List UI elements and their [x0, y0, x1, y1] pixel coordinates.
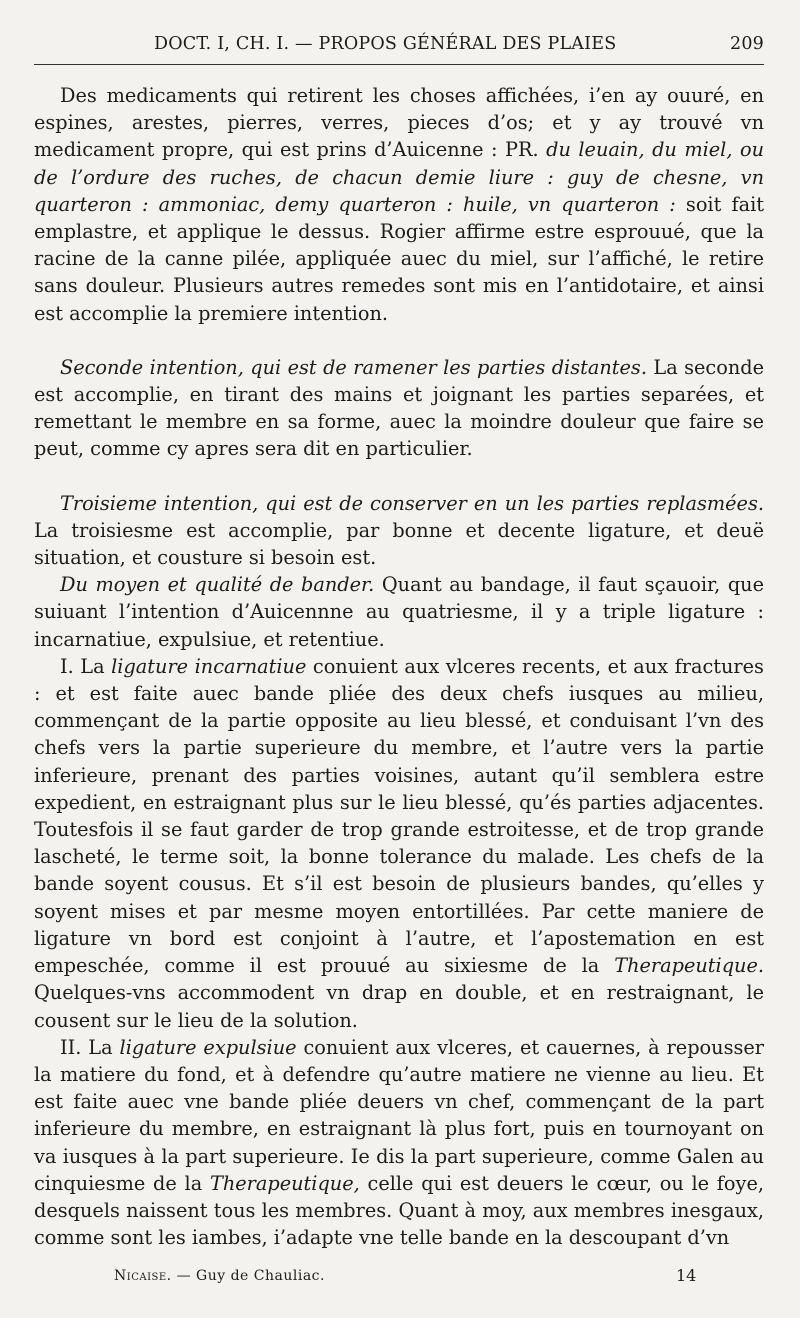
text: La seconde est accomplie, en tirant des mains et joignant les parties separées, et remettant le membre en sa forme, auec la moindre douleur que faire se peut, comme cy apres sera dit en particulier. — [34, 355, 764, 461]
title-italic: Therapeutique, — [209, 1171, 360, 1195]
text: celle qui est deuers le cœur, ou le foye, desquels naissent tous les membres. Quant à moy, aux membres inesgaux, comme sont les iambes, i’adapte vne telle bande en la descoupant d’vn — [34, 1171, 764, 1250]
text: conuient aux vlceres recents, et aux fractures : et est faite auec bande pliée des deux chefs iusques au milieu, commençant de la partie opposite au lieu blessé, et conduisant l’vn des chefs vers la partie superieure du membre, et l’autre vers la partie inferieure, prenant des parties voisines, autant qu’il semblera estre expedient, en estraignant plus sur le lieu blessé, qu’és parties adjacentes. Toutesfois il se faut garder de trop grande estroitesse, et de trop grande lascheté, le terme soit, la bonne tolerance du malade. Les chefs de la bande soyent cousus. Et s’il est besoin de plusieurs bandes, qu’elles y soyent mises et par mesme moyen entortillées. Par cette maniere de ligature vn bord est conjoint à l’autre, et l’apostemation en est empeschée, comme il est prouué au sixiesme de la — [34, 654, 764, 978]
paragraph-bandaging — [34, 571, 764, 653]
text: Quelques-vns accommodent vn drap en double, et en restraignant, le cousent sur le lieu de la solution. — [34, 981, 764, 1032]
section-heading-italic: Du moyen et qualité de bander. — [60, 573, 375, 597]
paragraph-second-intention — [34, 354, 764, 463]
signature-name: Nicaise. — [114, 1268, 172, 1284]
paragraph-third-intention — [34, 490, 764, 572]
recipe-italic: du leuain, du miel, ou de l’ordure des ruches, de chacun demie liure : guy de chesne, vn quarteron : ammoniac, demy quarteron : huile, vn quarteron : — [34, 138, 764, 216]
running-header — [34, 30, 764, 60]
running-title: DOCT. I, CH. I. — PROPOS GÉNÉRAL DES PLAIES — [154, 34, 617, 54]
text: La troisiesme est accomplie, par bonne et decente ligature, et deuë situation, et cousture si besoin est. — [34, 518, 764, 570]
text: soit fait emplastre, et applique le dessus. Rogier affirme estre esprouué, que la racine de la canne pilée, appliquée auec du miel, sur l’affiché, le retire sans douleur. Plusieurs autres remedes sont mis en l’antidotaire, et ainsi est accomplie la premiere intention. — [34, 192, 765, 325]
signature-rest: — Guy de Chauliac. — [176, 1268, 325, 1284]
section-heading-italic: Troisieme intention, qui est de conserver en un les parties replasmées. — [60, 491, 764, 515]
text: II. La — [60, 1035, 113, 1059]
signature-line — [114, 1268, 325, 1284]
text: Quant au bandage, il faut sçauoir, que suiuant l’intention d’Auicennne au quatriesme, il y a triple ligature : incarnatiue, expulsiue, et retentiue. — [34, 573, 764, 651]
paragraph-ligature-expulsive — [34, 1034, 764, 1252]
text: I. La — [60, 654, 105, 678]
term-italic: ligature expulsiue — [119, 1035, 297, 1059]
section-heading-italic: Seconde intention, qui est de ramener les parties distantes. — [60, 355, 647, 379]
text: conuient aux vlceres, et cauernes, à repousser la matiere du fond, et à defendre qu’autre matiere ne vienne au lieu. Et est faite auec vne bande pliée deuers vn chef, commençant de la part inferieure du membre, en estraignant là plus fort, puis en tournoyant on va iusques à la part superieure. Ie dis la part superieure, comme Galen au cinquiesme de la — [34, 1035, 764, 1195]
page-number: 209 — [729, 34, 764, 54]
term-italic: ligature incarnatiue — [111, 654, 307, 678]
paragraph-ligature-incarnative — [34, 653, 764, 1034]
title-italic: Therapeutique. — [614, 954, 764, 978]
signature-mark: 14 — [676, 1266, 697, 1285]
text: Des medicaments qui retirent les choses affichées, i’en ay ouuré, en espines, arestes, pierres, verres, pieces d’os; et y ay trouvé vn medicament propre, qui est prins d’Auicenne : PR. — [34, 84, 764, 162]
body-text — [34, 82, 764, 1251]
header-rule — [34, 64, 764, 65]
paragraph-first-intention — [34, 82, 764, 327]
